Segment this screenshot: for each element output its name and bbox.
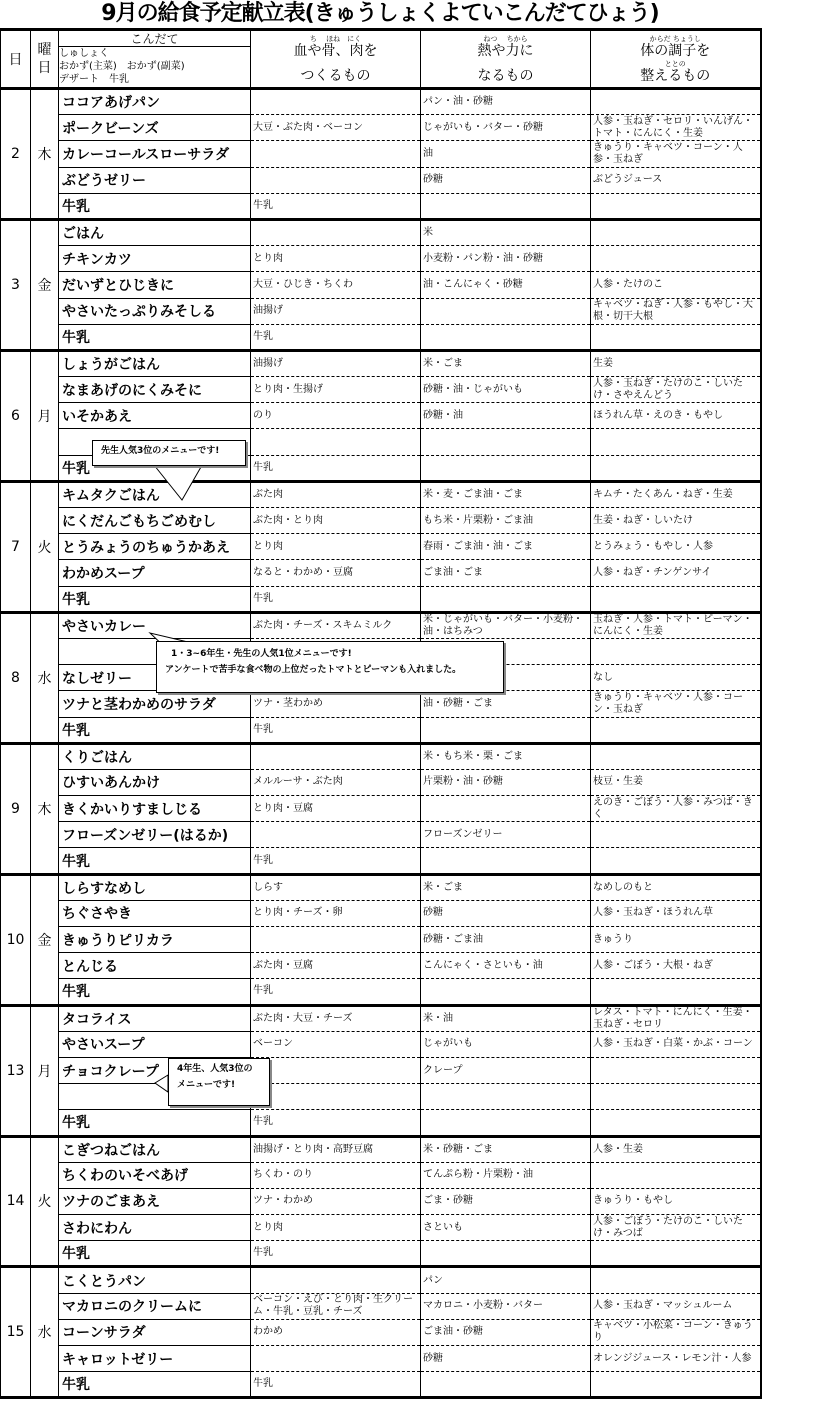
menu-item: カレーコールスローサラダ <box>59 141 251 167</box>
table-row <box>1 89 761 115</box>
callout-grade4-rank3 <box>168 1058 270 1106</box>
menu-item: だいずとひじきに <box>59 272 251 298</box>
table-row <box>1 1372 761 1398</box>
menu-item: ココアあげパン <box>59 89 251 115</box>
menu-item: わかめスープ <box>59 560 251 586</box>
table-row <box>1 350 761 376</box>
table-row <box>1 219 761 245</box>
menu-item: しょうがごはん <box>59 350 251 376</box>
ingredient-energy: 油・こんにゃく・砂糖 <box>421 272 591 298</box>
day-number: 10 <box>1 874 31 1005</box>
menu-item: なまあげのにくみそに <box>59 377 251 403</box>
ingredient-conditioning <box>591 717 761 743</box>
ingredient-body-building: ちくわ・のり <box>251 1162 421 1188</box>
ingredient-energy: 米・砂糖・ごま <box>421 1136 591 1162</box>
menu-item: こくとうパン <box>59 1267 251 1293</box>
menu-item: 牛乳 <box>59 848 251 874</box>
table-row <box>1 769 761 795</box>
ingredient-body-building: ぶた肉・大豆・チーズ <box>251 1005 421 1031</box>
ingredient-conditioning: えのき・ごぼう・人参・みつば・きく <box>591 796 761 822</box>
ingredient-body-building <box>251 141 421 167</box>
ingredient-body-building: 牛乳 <box>251 848 421 874</box>
ingredient-energy <box>421 324 591 350</box>
ingredient-energy: 砂糖 <box>421 167 591 193</box>
ingredient-energy: 油・砂糖・ごま <box>421 691 591 717</box>
ingredient-conditioning: オレンジジュース・レモン汁・人参 <box>591 1346 761 1372</box>
menu-item: こぎつねごはん <box>59 1136 251 1162</box>
ingredient-body-building: 油揚げ・とり肉・高野豆腐 <box>251 1136 421 1162</box>
callout-tail <box>0 0 1 1</box>
page-title: 9月の給食予定献立表(きゅうしょくよていこんだてひょう) <box>101 1 659 26</box>
ingredient-energy <box>421 717 591 743</box>
ingredient-energy <box>421 1372 591 1398</box>
table-row <box>1 1241 761 1267</box>
weekday: 木 <box>31 89 59 220</box>
kondate-line: しゅしょく <box>59 47 109 59</box>
menu-item: やさいスープ <box>59 1031 251 1057</box>
table-row <box>1 953 761 979</box>
table-row <box>1 927 761 953</box>
ingredient-energy <box>421 193 591 219</box>
ingredient-energy: フローズンゼリー <box>421 822 591 848</box>
ingredient-energy: 片栗粉・油・砂糖 <box>421 769 591 795</box>
ingredient-conditioning <box>591 1372 761 1398</box>
ingredient-body-building: とり肉・豆腐 <box>251 796 421 822</box>
ingredient-conditioning: 人参・ごぼう・大根・ねぎ <box>591 953 761 979</box>
ingredient-body-building: しらす <box>251 874 421 900</box>
ingredient-conditioning <box>591 638 761 664</box>
table-row <box>1 1084 761 1110</box>
ingredient-body-building: 大豆・ひじき・ちくわ <box>251 272 421 298</box>
menu-item: やさいたっぷりみそしる <box>59 298 251 324</box>
ingredient-energy <box>421 796 591 822</box>
header-col2-bottom: なるもの <box>477 67 534 84</box>
ingredient-energy: 砂糖・ごま油 <box>421 927 591 953</box>
ingredient-energy: 米・じゃがいも・バター・小麦粉・油・はちみつ <box>421 612 591 638</box>
ingredient-conditioning <box>591 219 761 245</box>
header-col1-top: 血や骨、肉を <box>293 42 378 59</box>
day-number: 15 <box>1 1267 31 1398</box>
menu-item: ちぐさやき <box>59 900 251 926</box>
ingredient-body-building: ぶた肉・豆腐 <box>251 953 421 979</box>
table-row <box>1 1346 761 1372</box>
menu-item: ごはん <box>59 219 251 245</box>
weekday: 火 <box>31 481 59 612</box>
menu-item: コーンサラダ <box>59 1319 251 1345</box>
kondate-line: おかず(主菜) おかず(副菜) <box>59 60 185 72</box>
ingredient-conditioning: 人参・生姜 <box>591 1136 761 1162</box>
ingredient-body-building <box>251 927 421 953</box>
ingredient-energy: パン <box>421 1267 591 1293</box>
table-row <box>1 796 761 822</box>
ingredient-conditioning: きゅうり・キャベツ・人参・コーン・玉ねぎ <box>591 691 761 717</box>
ingredient-body-building: 牛乳 <box>251 324 421 350</box>
ingredient-energy <box>421 979 591 1005</box>
menu-item: ちくわのいそべあげ <box>59 1162 251 1188</box>
ingredient-energy: 米・もち米・栗・ごま <box>421 743 591 769</box>
ingredient-conditioning: 人参・ねぎ・チンゲンサイ <box>591 560 761 586</box>
header-col3-top: 体の調子を <box>640 42 711 59</box>
ingredient-energy: じゃがいも <box>421 1031 591 1057</box>
table-row <box>1 377 761 403</box>
ingredient-energy: 春雨・ごま油・油・ごま <box>421 534 591 560</box>
table-row <box>1 560 761 586</box>
ingredient-energy <box>421 429 591 455</box>
weekday: 水 <box>31 1267 59 1398</box>
table-row <box>1 508 761 534</box>
menu-item: きゅうりピリカラ <box>59 927 251 953</box>
ingredient-conditioning <box>591 1162 761 1188</box>
ingredient-energy: パン・油・砂糖 <box>421 89 591 115</box>
menu-item: ひすいあんかけ <box>59 769 251 795</box>
ingredient-body-building <box>251 1267 421 1293</box>
ingredient-body-building: とり肉・チーズ・卵 <box>251 900 421 926</box>
menu-item: きくかいりすましじる <box>59 796 251 822</box>
ruby: ち ほね にく <box>309 34 362 43</box>
table-row <box>1 1293 761 1319</box>
menu-table <box>0 28 762 1399</box>
ruby: ねつ ちから <box>483 34 528 43</box>
day-number: 14 <box>1 1136 31 1267</box>
ingredient-conditioning <box>591 848 761 874</box>
table-row <box>1 272 761 298</box>
ruby: からだ ちょうし <box>649 34 701 43</box>
ingredient-energy: 米・ごま <box>421 874 591 900</box>
ingredient-body-building: のり <box>251 403 421 429</box>
header-col3 <box>591 30 761 89</box>
ingredient-energy: 砂糖・油 <box>421 403 591 429</box>
ingredient-energy <box>421 1110 591 1136</box>
menu-item: 牛乳 <box>59 586 251 612</box>
ingredient-body-building <box>251 1084 421 1110</box>
ingredient-conditioning: なし <box>591 665 761 691</box>
day-number: 9 <box>1 743 31 874</box>
callout-text: メニューです! <box>177 1080 236 1090</box>
table-row <box>1 246 761 272</box>
menu-item: とうみょうのちゅうかあえ <box>59 534 251 560</box>
ingredient-conditioning: ほうれん草・えのき・もやし <box>591 403 761 429</box>
ingredient-body-building <box>251 1346 421 1372</box>
ingredient-conditioning: 玉ねぎ・人参・トマト・ピーマン・にんにく・生姜 <box>591 612 761 638</box>
ingredient-body-building: とり肉・生揚げ <box>251 377 421 403</box>
ingredient-energy: てんぷら粉・片栗粉・油 <box>421 1162 591 1188</box>
ingredient-energy: 米・油 <box>421 1005 591 1031</box>
header-row <box>1 30 761 89</box>
ingredient-body-building: なると・わかめ・豆腐 <box>251 560 421 586</box>
ingredient-body-building: 油揚げ <box>251 350 421 376</box>
ingredient-conditioning: きゅうり・キャベツ・コーン・人参・玉ねぎ <box>591 141 761 167</box>
ingredient-conditioning <box>591 1057 761 1083</box>
ingredient-body-building: わかめ <box>251 1319 421 1345</box>
ingredient-body-building: ぶた肉・とり肉 <box>251 508 421 534</box>
table-row <box>1 612 761 638</box>
ingredient-body-building: ぶた肉 <box>251 481 421 507</box>
ingredient-energy: ごま油・ごま <box>421 560 591 586</box>
ingredient-body-building: 牛乳 <box>251 586 421 612</box>
menu-item: マカロニのクリームに <box>59 1293 251 1319</box>
table-row <box>1 1136 761 1162</box>
header-col1-bottom: つくるもの <box>300 67 371 84</box>
table-row <box>1 1162 761 1188</box>
table-row <box>1 403 761 429</box>
ingredient-energy: 砂糖 <box>421 1346 591 1372</box>
menu-item: キムタクごはん <box>59 481 251 507</box>
table-row <box>1 586 761 612</box>
header-col2-top: 熱や力に <box>477 42 534 59</box>
menu-item: ポークビーンズ <box>59 115 251 141</box>
ingredient-body-building: 牛乳 <box>251 193 421 219</box>
day-number: 13 <box>1 1005 31 1136</box>
menu-item: しらすなめし <box>59 874 251 900</box>
ingredient-conditioning: 人参・ごぼう・たけのこ・しいたけ・みつば <box>591 1215 761 1241</box>
ingredient-conditioning: 人参・玉ねぎ・白菜・かぶ・コーン <box>591 1031 761 1057</box>
ingredient-energy <box>421 586 591 612</box>
ingredient-energy <box>421 455 591 481</box>
table-row <box>1 1188 761 1214</box>
ingredient-conditioning: 人参・玉ねぎ・マッシュルーム <box>591 1293 761 1319</box>
day-number: 3 <box>1 219 31 350</box>
ingredient-body-building: 牛乳 <box>251 1110 421 1136</box>
table-row <box>1 743 761 769</box>
table-row <box>1 717 761 743</box>
ingredient-body-building <box>251 89 421 115</box>
ingredient-energy: 砂糖・油・じゃがいも <box>421 377 591 403</box>
menu-item: ツナと茎わかめのサラダ <box>59 691 251 717</box>
table-row <box>1 691 761 717</box>
day-number: 8 <box>1 612 31 743</box>
ingredient-conditioning <box>591 1267 761 1293</box>
table-row <box>1 141 761 167</box>
ingredient-energy: 油 <box>421 141 591 167</box>
day-number: 6 <box>1 350 31 481</box>
ingredient-conditioning <box>591 89 761 115</box>
table-row <box>1 115 761 141</box>
ingredient-conditioning <box>591 246 761 272</box>
ingredient-body-building: メルルーサ・ぶた肉 <box>251 769 421 795</box>
ingredient-body-building <box>251 429 421 455</box>
table-row <box>1 534 761 560</box>
header-kondate <box>59 30 251 89</box>
callout-teacher-rank3 <box>92 440 246 466</box>
ingredient-conditioning: 人参・玉ねぎ・セロリ・いんげん・トマト・にんにく・生姜 <box>591 115 761 141</box>
menu-item: キャロットゼリー <box>59 1346 251 1372</box>
menu-item: 牛乳 <box>59 1372 251 1398</box>
ingredient-energy: 砂糖 <box>421 900 591 926</box>
ingredient-body-building: ツナ・わかめ <box>251 1188 421 1214</box>
menu-item: とんじる <box>59 953 251 979</box>
menu-item: 牛乳 <box>59 455 251 481</box>
menu-item: やさいカレー <box>59 612 251 638</box>
ruby: ととの <box>664 59 686 68</box>
table-row <box>1 874 761 900</box>
menu-item: タコライス <box>59 1005 251 1031</box>
ingredient-body-building: 牛乳 <box>251 979 421 1005</box>
ingredient-body-building: 油揚げ <box>251 298 421 324</box>
ingredient-conditioning <box>591 1084 761 1110</box>
ingredient-conditioning <box>591 586 761 612</box>
ingredient-conditioning: きゅうり <box>591 927 761 953</box>
menu-item: にくだんごもちごめむし <box>59 508 251 534</box>
menu-item: なしゼリー <box>59 665 251 691</box>
ingredient-body-building <box>251 219 421 245</box>
weekday: 金 <box>31 219 59 350</box>
menu-item: ぶどうゼリー <box>59 167 251 193</box>
ingredient-energy <box>421 298 591 324</box>
menu-item: 牛乳 <box>59 717 251 743</box>
table-row <box>1 822 761 848</box>
ingredient-body-building <box>251 743 421 769</box>
ingredient-conditioning <box>591 455 761 481</box>
callout-text: 先生人気3位のメニューです! <box>101 446 220 456</box>
kondate-line: デザート 牛乳 <box>59 73 129 85</box>
ingredient-conditioning: 人参・玉ねぎ・ほうれん草 <box>591 900 761 926</box>
ingredient-conditioning <box>591 1241 761 1267</box>
ingredient-body-building: 牛乳 <box>251 717 421 743</box>
ingredient-energy: もち米・片栗粉・ごま油 <box>421 508 591 534</box>
table-row <box>1 848 761 874</box>
header-weekday: 曜日 <box>31 30 59 89</box>
header-day: 日 <box>1 30 31 89</box>
table-row <box>1 1057 761 1083</box>
ingredient-conditioning: ぶどうジュース <box>591 167 761 193</box>
menu-item: チョコクレープ <box>59 1057 251 1083</box>
ingredient-conditioning <box>591 1110 761 1136</box>
ingredient-body-building: ベーコン・えび・とり肉・生クリーム・牛乳・豆乳・チーズ <box>251 1293 421 1319</box>
callout-text: 1・3~6年生・先生の人気1位メニューです! <box>171 649 352 659</box>
ingredient-energy: ごま・砂糖 <box>421 1188 591 1214</box>
ingredient-energy: ごま油・砂糖 <box>421 1319 591 1345</box>
ingredient-body-building: ぶた肉・チーズ・スキムミルク <box>251 612 421 638</box>
ingredient-conditioning <box>591 822 761 848</box>
weekday: 木 <box>31 743 59 874</box>
ingredient-body-building: ベーコン <box>251 1031 421 1057</box>
ingredient-body-building: 牛乳 <box>251 1372 421 1398</box>
ingredient-energy: 米・麦・ごま油・ごま <box>421 481 591 507</box>
table-row <box>1 900 761 926</box>
ingredient-conditioning: なめしのもと <box>591 874 761 900</box>
ingredient-conditioning: キムチ・たくあん・ねぎ・生姜 <box>591 481 761 507</box>
ingredient-body-building <box>251 1057 421 1083</box>
ingredient-body-building: とり肉 <box>251 246 421 272</box>
callout-rank1 <box>156 641 504 693</box>
table-row <box>1 979 761 1005</box>
ingredient-conditioning: 生姜 <box>591 350 761 376</box>
table-row <box>1 481 761 507</box>
ingredient-body-building: とり肉 <box>251 534 421 560</box>
table-row <box>1 193 761 219</box>
callout-text: 4年生、人気3位の <box>177 1064 253 1074</box>
ingredient-conditioning: 人参・玉ねぎ・たけのこ・しいたけ・さやえんどう <box>591 377 761 403</box>
table-row <box>1 1110 761 1136</box>
ingredient-energy <box>421 1241 591 1267</box>
ingredient-conditioning <box>591 193 761 219</box>
menu-item: フローズンゼリー(はるか) <box>59 822 251 848</box>
ingredient-body-building: とり肉 <box>251 1215 421 1241</box>
ingredient-energy: 米 <box>421 219 591 245</box>
table-row <box>1 1319 761 1345</box>
ingredient-conditioning <box>591 743 761 769</box>
menu-item: 牛乳 <box>59 324 251 350</box>
weekday: 火 <box>31 1136 59 1267</box>
ingredient-energy: 小麦粉・パン粉・油・砂糖 <box>421 246 591 272</box>
ingredient-conditioning: レタス・トマト・にんにく・生姜・玉ねぎ・セロリ <box>591 1005 761 1031</box>
table-row <box>1 167 761 193</box>
menu-item: チキンカツ <box>59 246 251 272</box>
weekday: 月 <box>31 1005 59 1136</box>
ingredient-body-building: 大豆・ぶた肉・ベーコン <box>251 115 421 141</box>
day-number: 7 <box>1 481 31 612</box>
weekday: 月 <box>31 350 59 481</box>
ingredient-conditioning: きゅうり・もやし <box>591 1188 761 1214</box>
menu-item: いそかあえ <box>59 403 251 429</box>
ingredient-conditioning: キャベツ・ねぎ・人参・もやし・大根・切干大根 <box>591 298 761 324</box>
ingredient-energy: クレープ <box>421 1057 591 1083</box>
ingredient-conditioning <box>591 979 761 1005</box>
ingredient-conditioning: キャベツ・小松菜・コーン・きゅうり <box>591 1319 761 1345</box>
menu-item: さわにわん <box>59 1215 251 1241</box>
ingredient-energy: 米・ごま <box>421 350 591 376</box>
menu-item: 牛乳 <box>59 979 251 1005</box>
table-row <box>1 1215 761 1241</box>
menu-item: 牛乳 <box>59 1110 251 1136</box>
ingredient-energy <box>421 848 591 874</box>
ingredient-conditioning: 生姜・ねぎ・しいたけ <box>591 508 761 534</box>
ingredient-energy <box>421 1084 591 1110</box>
ingredient-conditioning: 枝豆・生姜 <box>591 769 761 795</box>
weekday: 水 <box>31 612 59 743</box>
ingredient-conditioning <box>591 324 761 350</box>
ingredient-body-building <box>251 822 421 848</box>
ingredient-energy: こんにゃく・さといも・油 <box>421 953 591 979</box>
ingredient-energy: じゃがいも・バター・砂糖 <box>421 115 591 141</box>
menu-item: 牛乳 <box>59 193 251 219</box>
header-col2 <box>421 30 591 89</box>
ingredient-conditioning: 人参・たけのこ <box>591 272 761 298</box>
header-col1 <box>251 30 421 89</box>
ingredient-conditioning: とうみょう・もやし・人参 <box>591 534 761 560</box>
weekday: 金 <box>31 874 59 1005</box>
ingredient-energy: マカロニ・小麦粉・バター <box>421 1293 591 1319</box>
ingredient-body-building: ツナ・茎わかめ <box>251 691 421 717</box>
table-row <box>1 1005 761 1031</box>
header-col3-bottom: 整えるもの <box>640 67 711 84</box>
ingredient-conditioning <box>591 429 761 455</box>
day-number: 2 <box>1 89 31 220</box>
menu-item: ツナのごまあえ <box>59 1188 251 1214</box>
menu-item: くりごはん <box>59 743 251 769</box>
ingredient-body-building <box>251 167 421 193</box>
ingredient-energy: さといも <box>421 1215 591 1241</box>
menu-item: 牛乳 <box>59 1241 251 1267</box>
header-kondate-title: こんだて <box>59 33 250 47</box>
table-row <box>1 1267 761 1293</box>
callout-text: アンケートで苦手な食べ物の上位だったトマトとピーマンも入れました。 <box>165 665 462 675</box>
table-row <box>1 1031 761 1057</box>
table-row <box>1 298 761 324</box>
ingredient-body-building: 牛乳 <box>251 455 421 481</box>
table-row <box>1 324 761 350</box>
ingredient-body-building: 牛乳 <box>251 1241 421 1267</box>
